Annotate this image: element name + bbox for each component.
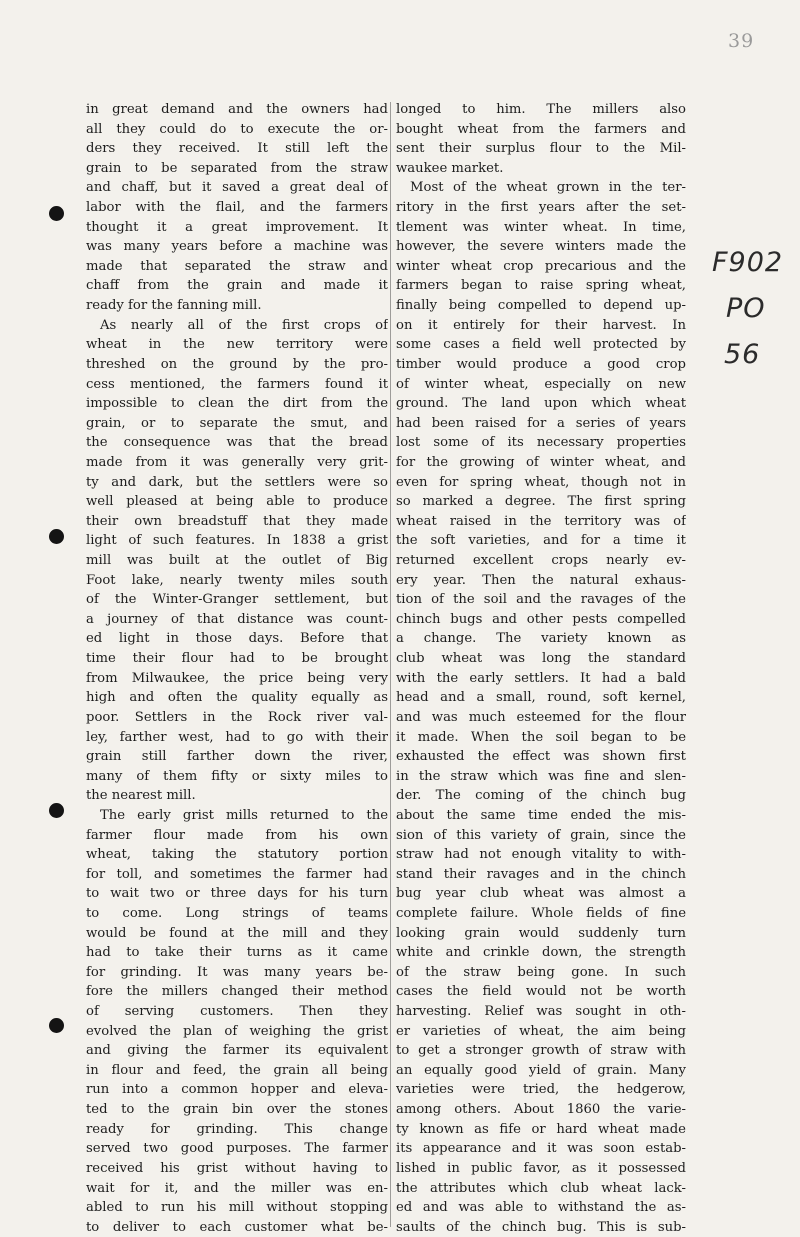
text-line: ed light in those days. Before that xyxy=(86,631,388,647)
text-line: made from it was generally very grit- xyxy=(86,454,388,470)
text-line: all they could do to execute the or- xyxy=(86,121,388,137)
text-line: labor with the flail, and the farmers xyxy=(86,200,388,216)
margin-note-line-2: PO xyxy=(726,293,766,324)
text-line: finally being compelled to depend up- xyxy=(396,298,686,314)
text-line: longed to him. The millers also xyxy=(396,102,686,117)
text-line: of the straw being gone. In such xyxy=(396,964,686,980)
text-line: many of them fifty or sixty miles to xyxy=(86,768,388,784)
text-line: wait for it, and the miller was en- xyxy=(86,1180,388,1196)
text-line: stand their ravages and in the chinch xyxy=(396,866,686,882)
text-line: complete failure. Whole fields of fine xyxy=(396,905,686,921)
text-line: high and often the quality equally as xyxy=(86,690,388,706)
text-line: for the growing of winter wheat, and xyxy=(396,454,686,470)
text-line: looking grain would suddenly turn xyxy=(396,925,686,941)
text-line: and giving the farmer its equivalent xyxy=(86,1043,388,1059)
text-line: ritory in the first years after the set- xyxy=(396,200,686,216)
binder-hole-2 xyxy=(49,529,64,544)
binder-hole-3 xyxy=(49,803,64,818)
text-line: of winter wheat, especially on new xyxy=(396,376,686,392)
text-line: threshed on the ground by the pro- xyxy=(86,356,388,372)
text-line: to come. Long strings of teams xyxy=(86,905,388,921)
text-line: exhausted the effect was shown first xyxy=(396,749,686,765)
text-line: Most of the wheat grown in the ter- xyxy=(410,180,686,196)
text-line: ty known as fife or hard wheat made xyxy=(396,1121,686,1137)
text-line: would be found at the mill and they xyxy=(86,925,388,941)
text-line: chinch bugs and other pests compelled xyxy=(396,611,686,627)
text-line: had been raised for a series of years xyxy=(396,415,686,431)
text-line: about the same time ended the mis- xyxy=(396,807,686,823)
text-line: made that separated the straw and xyxy=(86,258,388,274)
text-line: from Milwaukee, the price being very xyxy=(86,670,388,686)
text-line: lished in public favor, as it possessed xyxy=(396,1160,686,1176)
text-line: in flour and feed, the grain all being xyxy=(86,1062,388,1078)
text-line: to wait two or three days for his turn xyxy=(86,886,388,902)
text-line: timber would produce a good crop xyxy=(396,356,686,372)
text-line: of serving customers. Then they xyxy=(86,1004,388,1020)
text-line: in great demand and the owners had xyxy=(86,102,388,117)
text-line: returned excellent crops nearly ev- xyxy=(396,553,686,569)
margin-note-line-1: F902 xyxy=(712,247,784,278)
text-line: club wheat was long the standard xyxy=(396,651,686,667)
text-line: chaff from the grain and made it xyxy=(86,278,388,294)
text-line: poor. Settlers in the Rock river val- xyxy=(86,709,388,725)
text-line: with the early settlers. It had a bald xyxy=(396,670,686,686)
text-line: cases the field would not be worth xyxy=(396,984,686,1000)
text-line: the consequence was that the bread xyxy=(86,435,388,451)
text-line: der. The coming of the chinch bug xyxy=(396,788,686,804)
text-line: lost some of its necessary properties xyxy=(396,435,686,451)
text-line: received his grist without having to xyxy=(86,1160,388,1176)
binder-hole-4 xyxy=(49,1018,64,1033)
text-line: however, the severe winters made the xyxy=(396,239,686,255)
margin-note-line-3: 56 xyxy=(724,339,761,370)
left-column xyxy=(86,100,388,1237)
text-line: varieties were tried, the hedgerow, xyxy=(396,1082,686,1098)
text-line: and chaff, but it saved a great deal of xyxy=(86,180,388,196)
text-line: abled to run his mill without stopping xyxy=(86,1200,388,1216)
text-line: farmers began to raise spring wheat, xyxy=(396,278,686,294)
text-line: well pleased at being able to produce xyxy=(86,494,388,510)
text-line: was many years before a machine was xyxy=(86,239,388,255)
text-line: er varieties of wheat, the aim being xyxy=(396,1023,686,1039)
column-divider xyxy=(390,102,391,1227)
text-line: ley, farther west, had to go with their xyxy=(86,729,388,745)
text-line: so marked a degree. The first spring xyxy=(396,494,686,510)
text-line: ders they received. It still left the xyxy=(86,141,388,157)
text-line: white and crinkle down, the strength xyxy=(396,945,686,961)
text-line: and was much esteemed for the flour xyxy=(396,709,686,725)
text-line: its appearance and it was soon estab- xyxy=(396,1141,686,1157)
text-line: run into a common hopper and eleva- xyxy=(86,1082,388,1098)
text-line: farmer flour made from his own xyxy=(86,827,388,843)
text-line: waukee market. xyxy=(396,160,504,176)
text-line: a change. The variety known as xyxy=(396,631,686,647)
text-line: even for spring wheat, though not in xyxy=(396,474,686,490)
text-line: time their flour had to be brought xyxy=(86,651,388,667)
handwritten-margin-note xyxy=(712,240,784,378)
text-line: bug year club wheat was almost a xyxy=(396,886,686,902)
text-line: an equally good yield of grain. Many xyxy=(396,1062,686,1078)
text-line: of the Winter-Granger settlement, but xyxy=(86,592,388,608)
text-line: ted to the grain bin over the stones xyxy=(86,1102,388,1118)
text-line: The early grist mills returned to the xyxy=(100,807,388,823)
text-line: winter wheat crop precarious and the xyxy=(396,258,686,274)
text-line: ready for grinding. This change xyxy=(86,1121,388,1137)
page-number: 39 xyxy=(728,30,755,52)
text-line: cess mentioned, the farmers found it xyxy=(86,376,388,392)
text-line: thought it a great improvement. It xyxy=(86,219,388,235)
text-line: some cases a field well protected by xyxy=(396,337,686,353)
text-line: sent their surplus flour to the Mil- xyxy=(396,141,686,157)
text-line: wheat in the new territory were xyxy=(86,337,388,353)
text-line: harvesting. Relief was sought in oth- xyxy=(396,1004,686,1020)
text-line: As nearly all of the first crops of xyxy=(100,317,388,333)
text-line: on it entirely for their harvest. In xyxy=(396,317,686,333)
text-line: to deliver to each customer what be- xyxy=(86,1219,388,1235)
text-line: wheat, taking the statutory portion xyxy=(86,847,388,863)
text-line: grain to be separated from the straw xyxy=(86,160,388,176)
text-line: a journey of that distance was count- xyxy=(86,611,388,627)
text-line: wheat raised in the territory was of xyxy=(396,513,686,529)
text-line: to get a stronger growth of straw with xyxy=(396,1043,686,1059)
text-line: impossible to clean the dirt from the xyxy=(86,396,388,412)
binder-hole-1 xyxy=(49,206,64,221)
text-line: their own breadstuff that they made xyxy=(86,513,388,529)
text-line: ery year. Then the natural exhaus- xyxy=(396,572,686,588)
text-line: bought wheat from the farmers and xyxy=(396,121,686,137)
text-line: the attributes which club wheat lack- xyxy=(396,1180,686,1196)
text-line: light of such features. In 1838 a grist xyxy=(86,533,388,549)
text-line: straw had not enough vitality to with- xyxy=(396,847,686,863)
text-line: for grinding. It was many years be- xyxy=(86,964,388,980)
text-line: evolved the plan of weighing the grist xyxy=(86,1023,388,1039)
text-line: ready for the fanning mill. xyxy=(86,298,262,314)
text-line: fore the millers changed their method xyxy=(86,984,388,1000)
text-line: grain still farther down the river, xyxy=(86,749,388,765)
text-line: for toll, and sometimes the farmer had xyxy=(86,866,388,882)
text-line: the nearest mill. xyxy=(86,788,196,804)
text-line: it made. When the soil began to be xyxy=(396,729,686,745)
text-line: ed and was able to withstand the as- xyxy=(396,1200,686,1216)
text-line: ground. The land upon which wheat xyxy=(396,396,686,412)
text-line: Foot lake, nearly twenty miles south xyxy=(86,572,388,588)
text-line: the soft varieties, and for a time it xyxy=(396,533,686,549)
text-line: head and a small, round, soft kernel, xyxy=(396,690,686,706)
text-line: saults of the chinch bug. This is sub- xyxy=(396,1219,686,1235)
text-line: served two good purposes. The farmer xyxy=(86,1141,388,1157)
text-line: ty and dark, but the settlers were so xyxy=(86,474,388,490)
text-line: had to take their turns as it came xyxy=(86,945,388,961)
text-line: among others. About 1860 the varie- xyxy=(396,1102,686,1118)
text-line: grain, or to separate the smut, and xyxy=(86,415,388,431)
text-line: sion of this variety of grain, since the xyxy=(396,827,686,843)
text-line: tlement was winter wheat. In time, xyxy=(396,219,686,235)
text-line: mill was built at the outlet of Big xyxy=(86,553,388,569)
text-line: tion of the soil and the ravages of the xyxy=(396,592,686,608)
right-column xyxy=(396,100,686,1237)
text-line: in the straw which was fine and slen- xyxy=(396,768,686,784)
